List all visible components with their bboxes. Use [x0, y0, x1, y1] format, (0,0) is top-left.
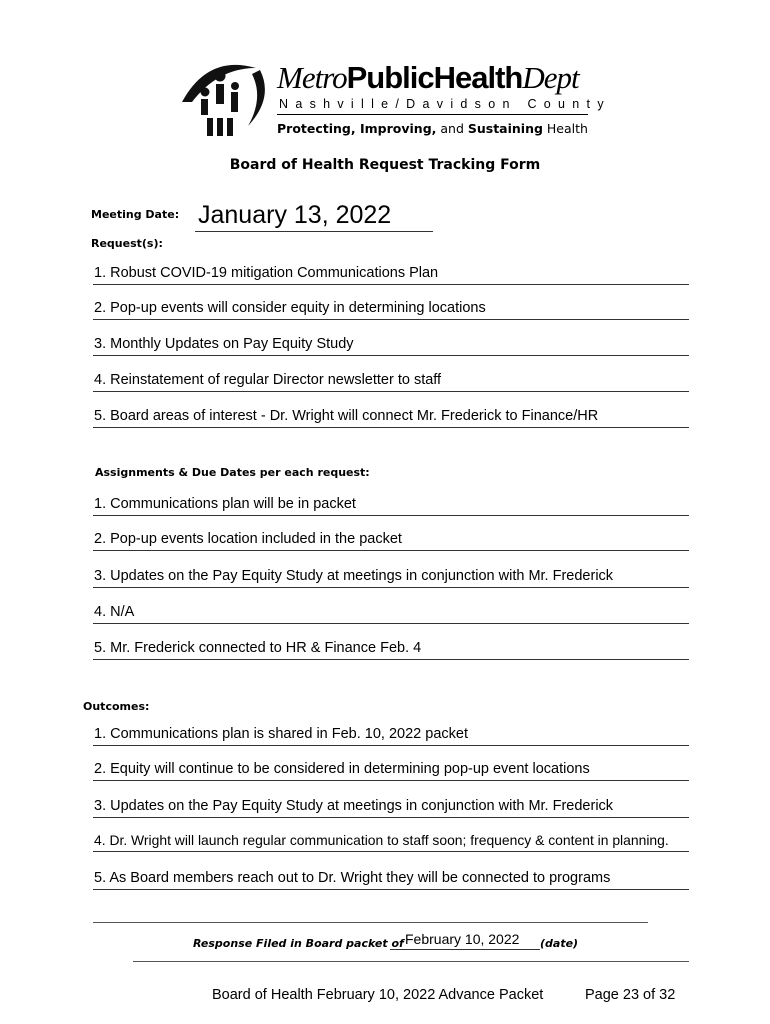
request-line: 3. Monthly Updates on Pay Equity Study: [93, 333, 689, 356]
request-line: 4. Reinstatement of regular Director newsletter to staff: [93, 369, 689, 392]
brand-divider: [277, 114, 588, 115]
outcome-line: 5. As Board members reach out to Dr. Wright they will be connected to programs: [93, 867, 689, 890]
response-date-field: [390, 929, 540, 950]
outcome-line: 4. Dr. Wright will launch regular communication to staff soon; frequency & content in planning.: [93, 829, 689, 852]
request-line: 5. Board areas of interest - Dr. Wright will connect Mr. Frederick to Finance/HR: [93, 405, 689, 428]
footer-page-number: Page 23 of 32: [585, 987, 676, 1003]
response-rule: [133, 961, 689, 962]
assignment-line: 1. Communications plan will be in packet: [93, 493, 689, 516]
footer-packet: Board of Health February 10, 2022 Advance Packet: [212, 987, 544, 1003]
assignment-line: 3. Updates on the Pay Equity Study at meetings in conjunction with Mr. Frederick: [93, 565, 689, 588]
brand-subtitle: Nashville/Davidson County: [279, 97, 611, 111]
form-title: Board of Health Request Tracking Form: [229, 157, 541, 173]
outcome-line: 2. Equity will continue to be considered in determining pop-up event locations: [93, 758, 689, 781]
blank-line: [93, 922, 648, 923]
outcome-line: 1. Communications plan is shared in Feb. 10, 2022 packet: [93, 723, 689, 746]
meeting-date-field: [195, 199, 433, 232]
outcomes-label: Outcomes:: [83, 700, 150, 713]
assignment-line: 5. Mr. Frederick connected to HR & Finance Feb. 4: [93, 637, 689, 660]
response-label: Response Filed in Board packet of: [193, 937, 404, 950]
response-date-value: February 10, 2022: [405, 931, 520, 947]
assignment-line: 2. Pop-up events location included in the packet: [93, 528, 689, 551]
meeting-date-label: Meeting Date:: [91, 208, 180, 221]
assignment-line: 4. N/A: [93, 601, 689, 624]
response-date-suffix: (date): [540, 937, 579, 950]
assignments-label: Assignments & Due Dates per each request:: [95, 466, 370, 479]
brand-name: MetroPublicHealthDept: [277, 60, 579, 95]
people-family-icon: [178, 62, 270, 140]
request-line: 1. Robust COVID-19 mitigation Communications Plan: [93, 262, 689, 285]
brand-tagline: Protecting, Improving, and Sustaining Health: [277, 121, 588, 136]
outcome-line: 3. Updates on the Pay Equity Study at meetings in conjunction with Mr. Frederick: [93, 795, 689, 818]
meeting-date-value: January 13, 2022: [198, 201, 392, 229]
requests-label: Request(s):: [91, 237, 163, 250]
request-line: 2. Pop-up events will consider equity in determining locations: [93, 297, 689, 320]
